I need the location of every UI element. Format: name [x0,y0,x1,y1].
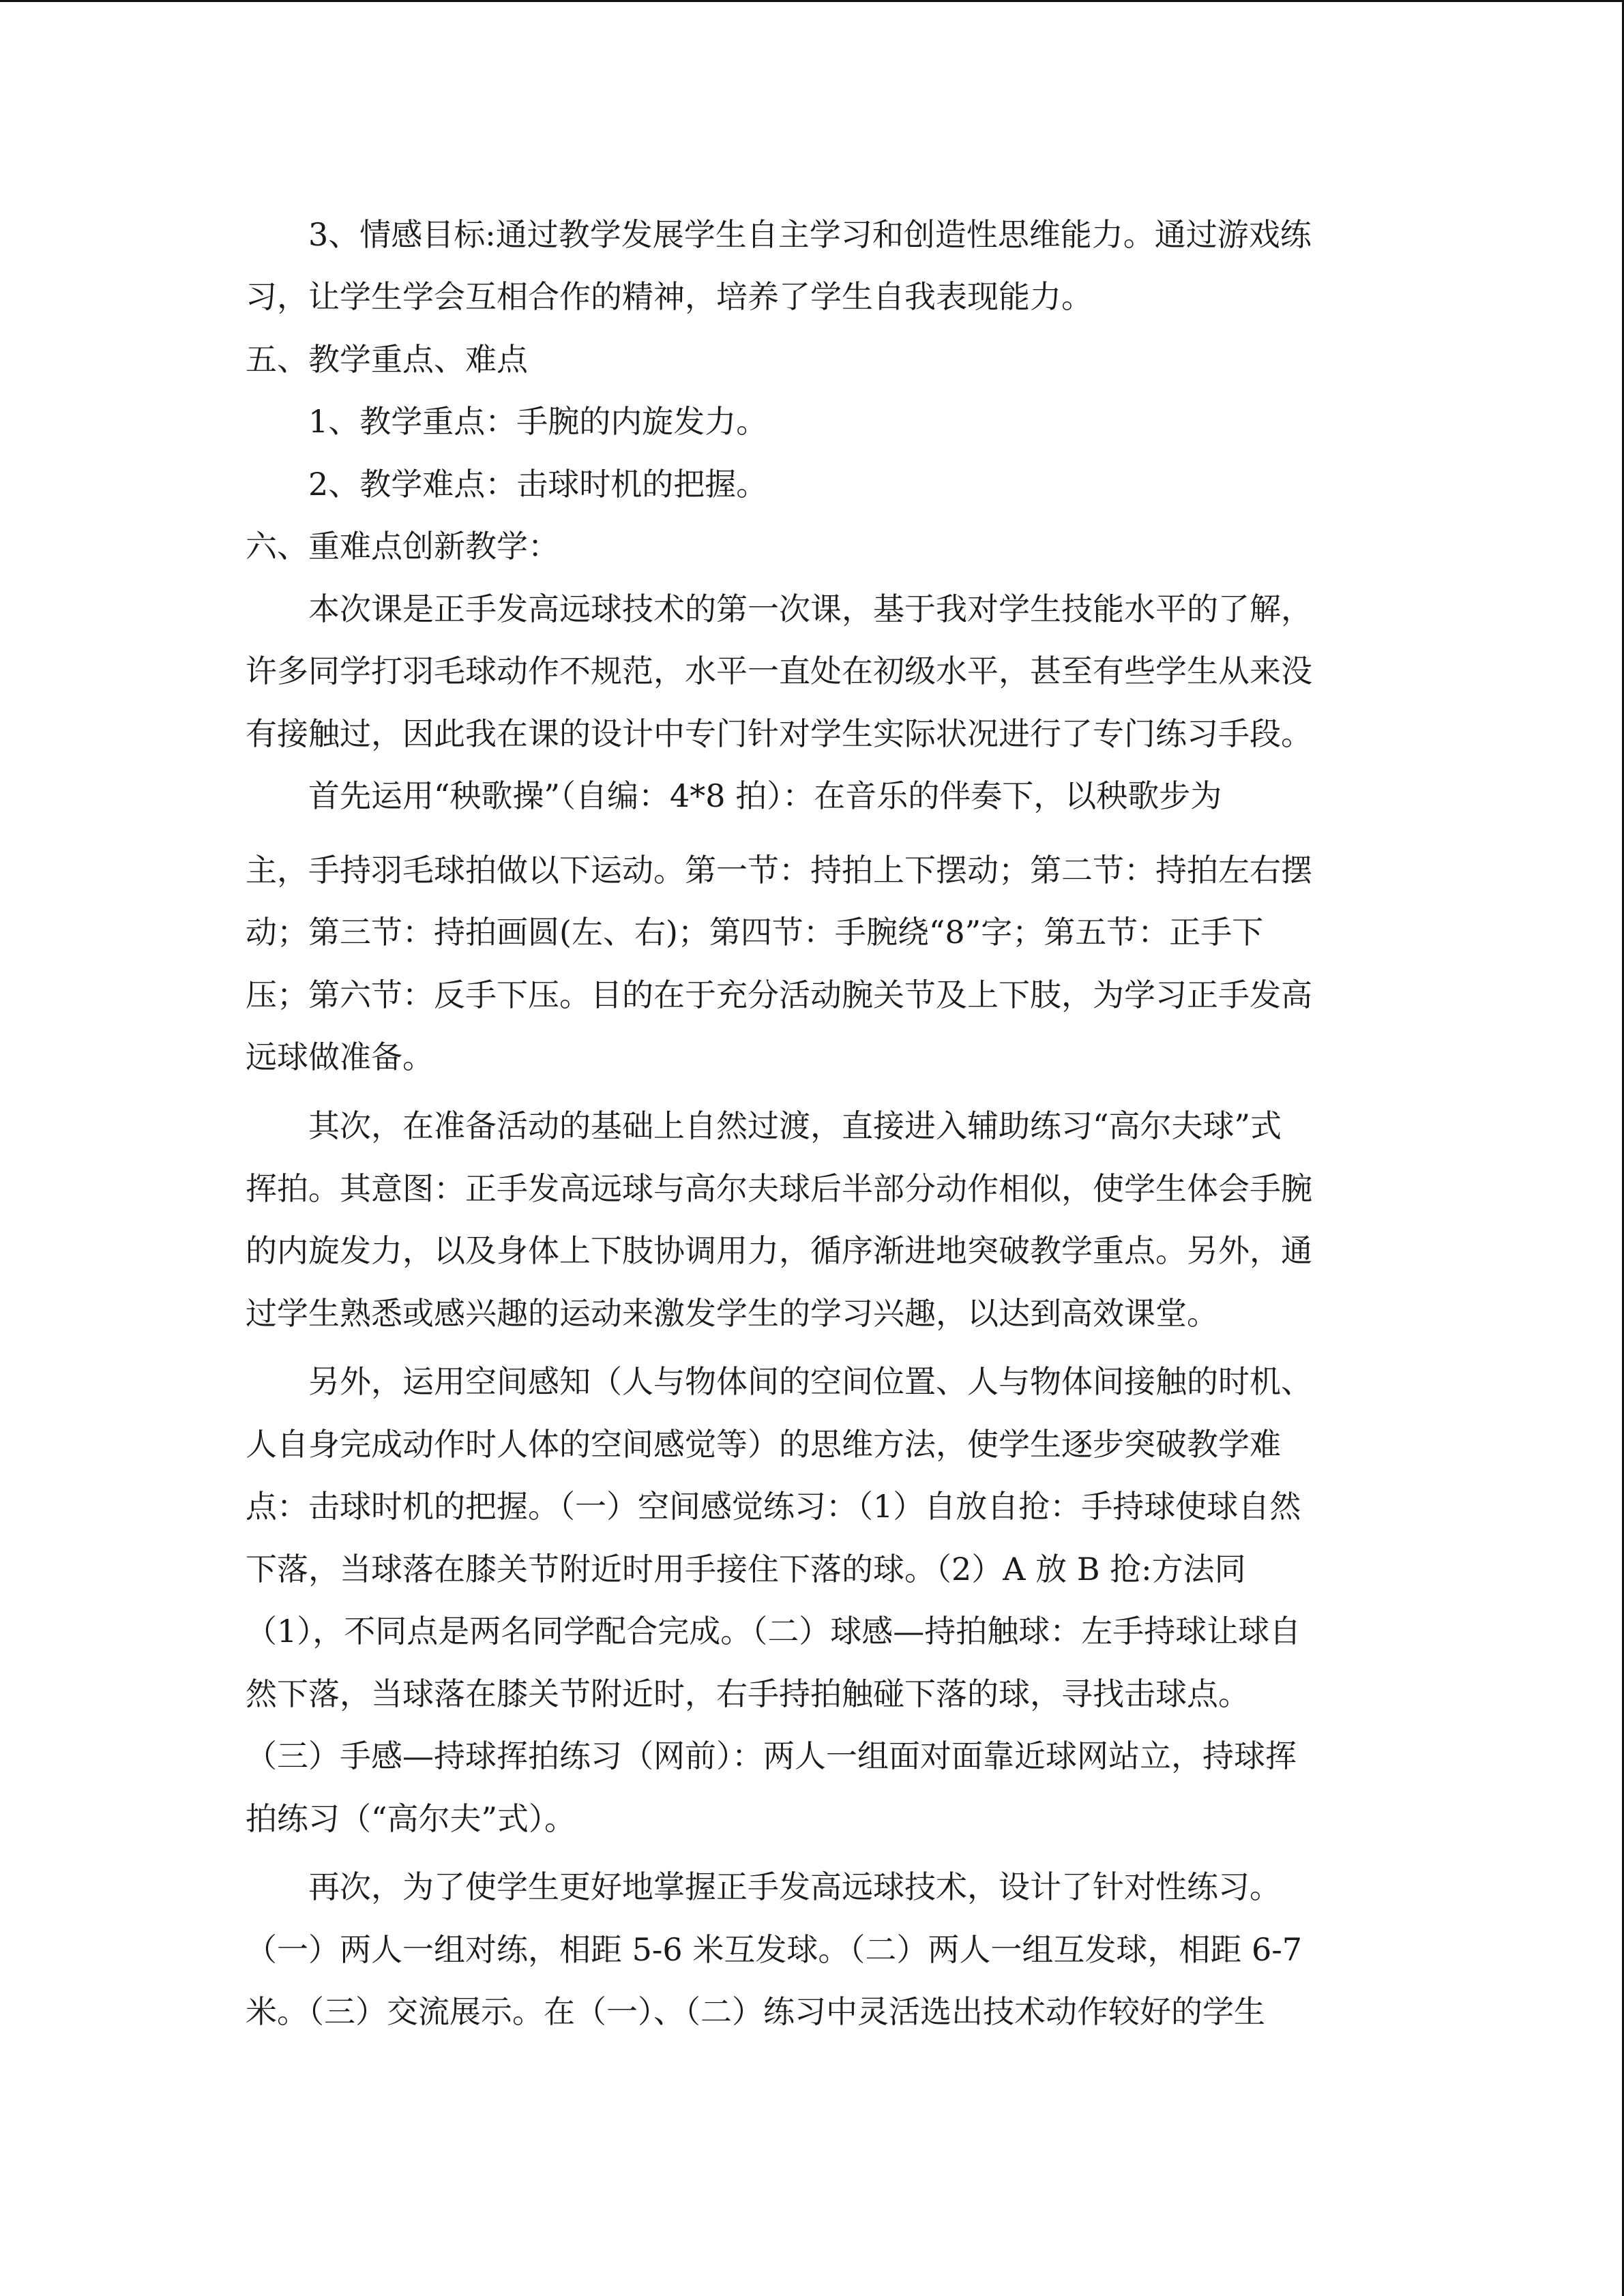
text-line: 点：击球时机的把握。（一）空间感觉练习：（1）自放自抢：手持球使球自然 [246,1488,1301,1525]
text-line: 许多同学打羽毛球动作不规范，水平一直处在初级水平，甚至有些学生从来没 [246,653,1312,689]
text-line: 然下落，当球落在膝关节附近时，右手持拍触碰下落的球，寻找击球点。 [246,1675,1250,1712]
text-line: 下落，当球落在膝关节附近时用手接住下落的球。（2）A 放 B 抢:方法同 [246,1551,1246,1587]
text-line: 再次，为了使学生更好地掌握正手发高远球技术，设计了针对性练习。 [246,1868,1281,1905]
text-line: 动；第三节：持拍画圆(左、右)；第四节：手腕绕“8”字；第五节：正手下 [246,914,1264,951]
text-line: 2、教学难点：击球时机的把握。 [246,466,768,503]
text-line: 其次，在准备活动的基础上自然过渡，直接进入辅助练习“高尔夫球”式 [246,1107,1282,1144]
text-line: 米。（三）交流展示。在（一）、（二）练习中灵活选出技术动作较好的学生 [246,1993,1265,2030]
text-line: 3、情感目标:通过教学发展学生自主学习和创造性思维能力。通过游戏练 [246,216,1312,253]
text-line: 主，手持羽毛球拍做以下运动。第一节：持拍上下摆动；第二节：持拍左右摆 [246,852,1312,889]
text-line: 另外，运用空间感知（人与物体间的空间位置、人与物体间接触的时机、 [246,1363,1312,1400]
text-line: 挥拍。其意图：正手发高远球与高尔夫球后半部分动作相似，使学生体会手腕 [246,1170,1312,1207]
text-line: （1），不同点是两名同学配合完成。（二）球感—持拍触球：左手持球让球自 [246,1613,1301,1650]
text-line: 首先运用“秧歌操”（自编：4*8 拍）：在音乐的伴奏下，以秧歌步为 [246,777,1222,814]
text-line: （一）两人一组对练，相距 5-6 米互发球。（二）两人一组互发球，相距 6-7 [246,1931,1303,1968]
text-line: 人自身完成动作时人体的空间感觉等）的思维方法，使学生逐步突破教学难 [246,1426,1281,1463]
text-line: 有接触过，因此我在课的设计中专门针对学生实际状况进行了专门练习手段。 [246,715,1312,752]
section-heading: 六、重难点创新教学： [246,528,559,565]
text-line: 过学生熟悉或感兴趣的运动来激发学生的学习兴趣，以达到高效课堂。 [246,1295,1218,1332]
text-line: 的内旋发力，以及身体上下肢协调用力，循序渐进地突破教学重点。另外，通 [246,1232,1312,1269]
text-line: 1、教学重点：手腕的内旋发力。 [246,403,768,440]
section-heading: 五、教学重点、难点 [246,341,528,378]
text-line: 习，让学生学会互相合作的精神，培养了学生自我表现能力。 [246,278,1093,315]
text-line: 本次课是正手发高远球技术的第一次课，基于我对学生技能水平的了解， [246,591,1312,627]
text-line: 拍练习（“高尔夫”式）。 [246,1800,576,1837]
text-line: 压；第六节：反手下压。目的在于充分活动腕关节及上下肢，为学习正手发高 [246,976,1312,1013]
text-line: （三）手感—持球挥拍练习（网前）：两人一组面对面靠近球网站立，持球挥 [246,1738,1297,1774]
text-line: 远球做准备。 [246,1039,434,1075]
